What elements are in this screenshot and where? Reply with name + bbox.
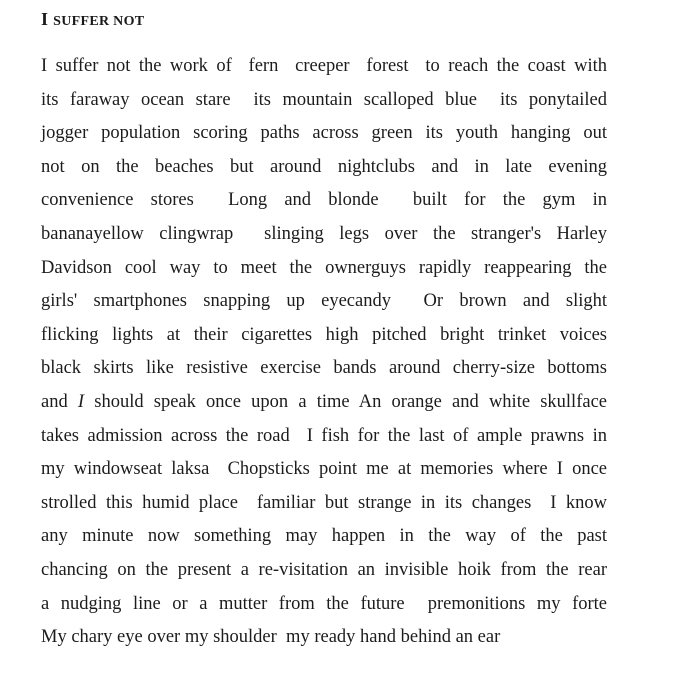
- poem-line: my windowseat laksa Chopsticks point me at memories where I once: [41, 459, 607, 480]
- poem-line: girls' smartphones snapping up eyecandy Or brown and slight: [41, 291, 607, 312]
- poem-line: flicking lights at their cigarettes high pitched bright trinket voices: [41, 324, 607, 345]
- poem-line: bananayellow clingwrap slinging legs over the stranger's Harley: [41, 223, 607, 244]
- poem-line: not on the beaches but around nightclubs and in late evening: [41, 156, 607, 177]
- poem-line-last: My chary eye over my shoulder my ready hand behind an ear: [41, 627, 501, 648]
- poem-line: chancing on the present a re-visitation an invisible hoik from the rear: [41, 559, 607, 580]
- poem-line: its faraway ocean stare its mountain scalloped blue its ponytailed: [41, 89, 607, 110]
- poem-body: [41, 50, 607, 655]
- poem-line: convenience stores Long and blonde built for the gym in: [41, 190, 607, 211]
- poem-line: jogger population scoring paths across green its youth hanging out: [41, 123, 607, 144]
- poem-line-italic-i: [41, 386, 607, 420]
- poem-line: Davidson cool way to meet the ownerguys rapidly reappearing the: [41, 257, 607, 278]
- poem-line: black skirts like resistive exercise bands around cherry-size bottoms: [41, 358, 607, 379]
- poem-line-part: should speak once upon a time An orange and white skullface: [84, 391, 607, 412]
- poem-line: a nudging line or a mutter from the future premonitions my forte: [41, 593, 607, 614]
- italic-pronoun: I: [77, 391, 85, 412]
- poem-line: takes admission across the road I fish for the last of ample prawns in: [41, 425, 607, 446]
- poem-title: [41, 9, 144, 30]
- poem-line: any minute now something may happen in the way of the past: [41, 526, 607, 547]
- poem-line-part: and: [41, 391, 78, 412]
- poem-line: I suffer not the work of fern creeper forest to reach the coast with: [41, 56, 607, 76]
- poem-title-smallcaps: SUFFER NOT: [53, 14, 145, 29]
- poem-title-initial: I: [41, 9, 49, 29]
- poem-line: strolled this humid place familiar but strange in its changes I know: [41, 492, 607, 513]
